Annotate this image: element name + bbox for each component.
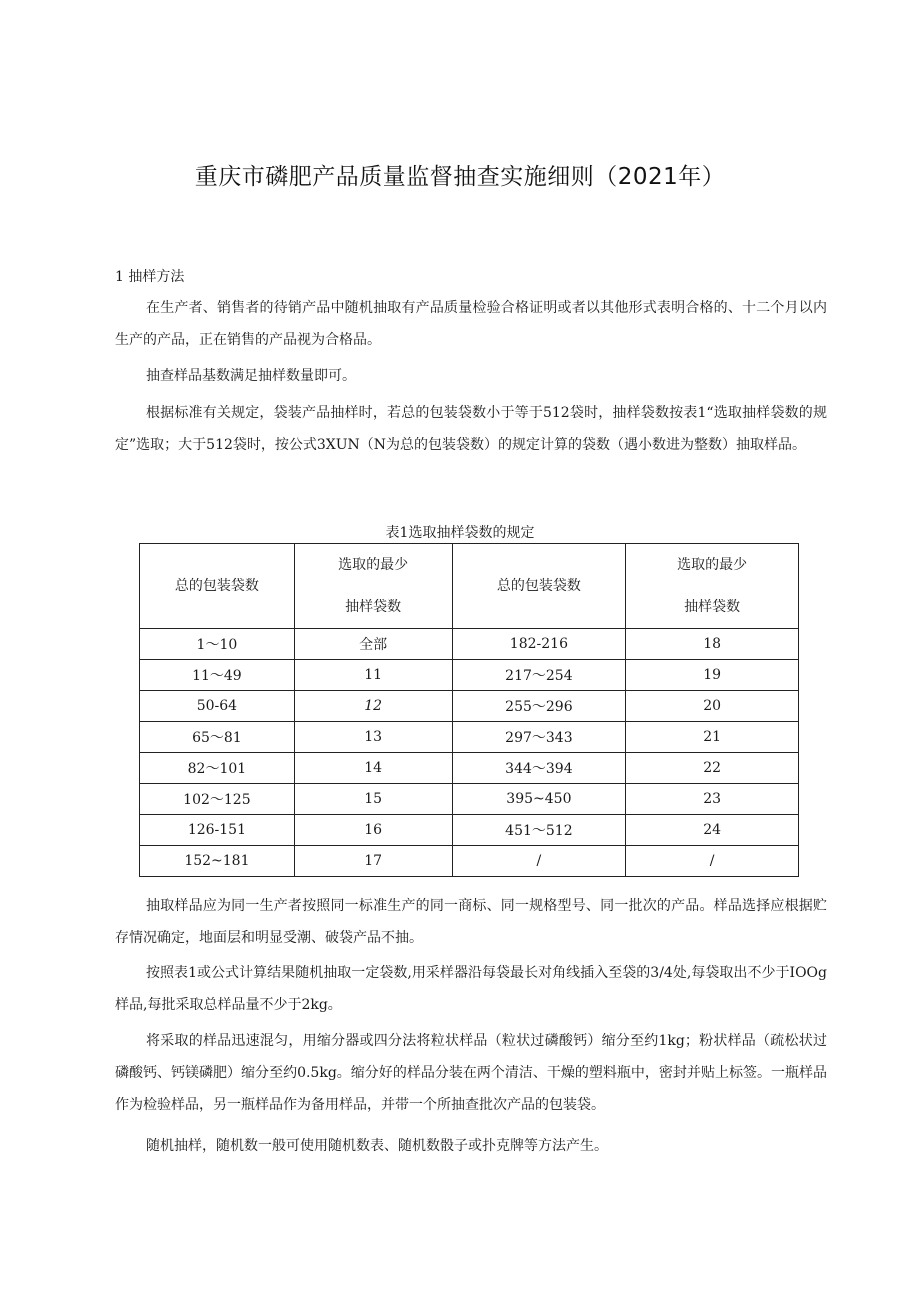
table-cell: / [626,846,799,877]
document-title: 重庆市磷肥产品质量监督抽查实施细则（2021年） [194,164,726,190]
paragraph: 根据标准有关规定，袋装产品抽样时，若总的包装袋数小于等于512袋时，抽样袋数按表1“选取抽样袋数的规定”选取；大于512袋时，按公式3XUN（N为总的包装袋数）的规定计算的袋数（遇小数进为整数）抽取样品。 [115,405,827,453]
paragraph: 在生产者、销售者的待销产品中随机抽取有产品质量检验合格证明或者以其他形式表明合格的、十二个月以内生产的产品，正在销售的产品视为合格品。 [115,300,827,348]
paragraph: 抽查样品基数满足抽样数量即可。 [146,368,356,384]
table-cell: 18 [626,629,799,660]
table-cell: 152~181 [140,846,295,877]
table-cell: 50-64 [140,691,295,722]
table-row [140,629,799,660]
table-cell: 395~450 [452,784,626,815]
table-cell: 255～296 [452,691,626,722]
table-cell: 15 [294,784,452,815]
table-cell: 82～101 [140,753,295,784]
table-cell: 11～49 [140,660,295,691]
table-row [140,722,799,753]
table-cell: 19 [626,660,799,691]
table-cell: 24 [626,815,799,846]
table-cell: 344～394 [452,753,626,784]
paragraph: 抽取样品应为同一生产者按照同一标准生产的同一商标、同一规格型号、同一批次的产品。样品选择应根据贮存情况确定，地面层和明显受潮、破袋产品不抽。 [115,898,827,946]
table-cell: 126-151 [140,815,295,846]
header-min-sample-2-line1: 选取的最少 [677,557,748,573]
section-heading: 1 抽样方法 [115,269,185,285]
table-cell: 182-216 [452,629,626,660]
table-cell: 1～10 [140,629,295,660]
table-cell: / [452,846,626,877]
paragraph: 按照表1或公式计算结果随机抽取一定袋数,用采样器沿每袋最长对角线插入至袋的3/4处,每袋取出不少于IOOg样品,每批采取总样品量不少于2kg。 [115,965,827,1013]
table-cell: 297～343 [452,722,626,753]
table-row [140,660,799,691]
table-row [140,753,799,784]
table-cell: 全部 [294,629,452,660]
table-row [140,784,799,815]
table-cell: 451～512 [452,815,626,846]
table-row [140,691,799,722]
table-cell: 65～81 [140,722,295,753]
paragraph: 随机抽样，随机数一般可使用随机数表、随机数骰子或扑克牌等方法产生。 [146,1138,608,1154]
header-min-sample-line2: 抽样袋数 [345,599,402,615]
table-cell: 20 [626,691,799,722]
table-cell: 14 [294,753,452,784]
table-cell: 22 [626,753,799,784]
table-cell: 21 [626,722,799,753]
table-cell: 217～254 [452,660,626,691]
table-cell: 12 [294,691,452,722]
header-min-sample-bags-2 [626,544,799,629]
table-cell: 102～125 [140,784,295,815]
table-caption: 表1选取抽样袋数的规定 [385,525,535,541]
table-cell: 13 [294,722,452,753]
table-cell: 17 [294,846,452,877]
table-row [140,846,799,877]
table-row [140,815,799,846]
table-cell: 11 [294,660,452,691]
header-total-bags-2: 总的包装袋数 [452,544,626,629]
header-min-sample-bags [294,544,452,629]
header-min-sample-line1: 选取的最少 [338,557,409,573]
sampling-table [139,543,799,877]
table-header-row [140,544,799,629]
header-total-bags: 总的包装袋数 [140,544,295,629]
table-cell: 23 [626,784,799,815]
table-cell: 16 [294,815,452,846]
header-min-sample-2-line2: 抽样袋数 [684,599,741,615]
paragraph: 将采取的样品迅速混匀，用缩分器或四分法将粒状样品（粒状过磷酸钙）缩分至约1kg；粉状样品（疏松状过磷酸钙、钙镁磷肥）缩分至约0.5kg。缩分好的样品分装在两个清洁、干燥的塑料瓶中，密封并贴上标签。一瓶样品作为检验样品，另一瓶样品作为备用样品，并带一个所抽查批次产品的包装袋。 [115,1033,827,1113]
